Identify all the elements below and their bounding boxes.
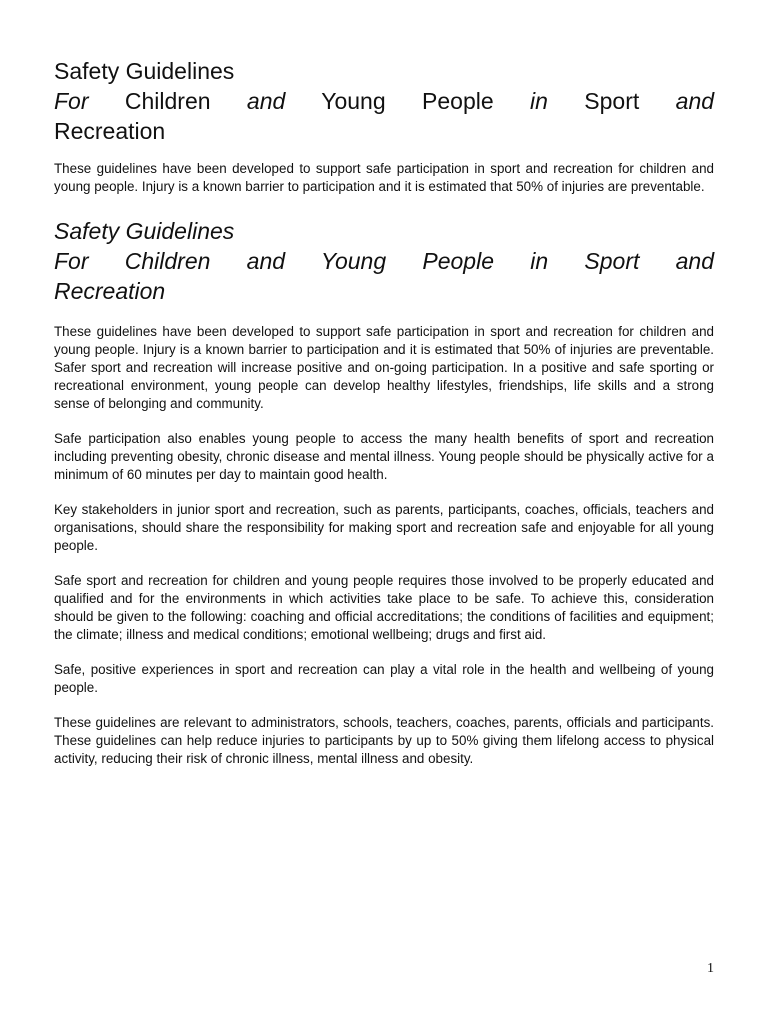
- page-number: 1: [707, 961, 714, 976]
- subtitle-word: and: [675, 88, 715, 114]
- document-page: [54, 56, 714, 768]
- section-1-subtitle-end: Recreation: [54, 118, 166, 144]
- subtitle-word: Children: [124, 88, 211, 114]
- section-1-subtitle: [54, 86, 714, 116]
- body-paragraph: These guidelines are relevant to administrators, schools, teachers, coaches, parents, officials and participants. These guidelines can help reduce injuries to participants by up to 50% giving them lifelong access to physical activity, reducing their risk of chronic illness, mental illness and obesity.: [54, 715, 714, 766]
- body-paragraph: Safe, positive experiences in sport and recreation can play a vital role in the health and wellbeing of young people.: [54, 662, 714, 695]
- section-2: [54, 216, 714, 768]
- body-paragraph: Safe sport and recreation for children and young people requires those involved to be properly educated and qualified and for the environments in which activities take place to be safe. To achieve this, consideration should be given to the following: coaching and official accreditations; the conditions of facilities and equipment; the climate; illness and medical conditions; emotional wellbeing; drugs and first aid.: [54, 573, 714, 642]
- body-paragraph: Safe participation also enables young people to access the many health benefits of sport and recreation including preventing obesity, chronic disease and mental illness. Young people should be physically active for a minimum of 60 minutes per day to maintain good health.: [54, 431, 714, 482]
- section-1: [54, 56, 714, 196]
- subtitle-word: For: [54, 88, 89, 114]
- subtitle-word: and: [246, 88, 286, 114]
- body-paragraph: These guidelines have been developed to support safe participation in sport and recreation for children and young people. Injury is a known barrier to participation and it is estimated that 50% of injuries are preventable. Safer sport and recreation will increase positive and on-going participation. In a positive and safe sporting or recreational environment, young people can develop healthy lifestyles, friendships, life skills and a strong sense of belonging and community.: [54, 324, 714, 411]
- section-2-title: Safety Guidelines: [54, 218, 235, 244]
- subtitle-word: in: [530, 88, 548, 114]
- subtitle-word: Young: [321, 88, 386, 114]
- section-1-paragraph: These guidelines have been developed to support safe participation in sport and recreation for children and young people. Injury is a known barrier to participation and it is estimated that 50% of injuries are preventable.: [54, 161, 714, 194]
- section-2-subtitle: For Children and Young People in Sport and: [54, 248, 714, 274]
- section-1-title: Safety Guidelines: [54, 58, 235, 84]
- subtitle-word: Sport: [584, 88, 640, 114]
- body-paragraph: Key stakeholders in junior sport and recreation, such as parents, participants, coaches, officials, teachers and organisations, should share the responsibility for making sport and recreation safe and enjoyable for all young people.: [54, 502, 714, 553]
- subtitle-word: People: [422, 88, 494, 114]
- section-2-subtitle-end: Recreation: [54, 278, 166, 304]
